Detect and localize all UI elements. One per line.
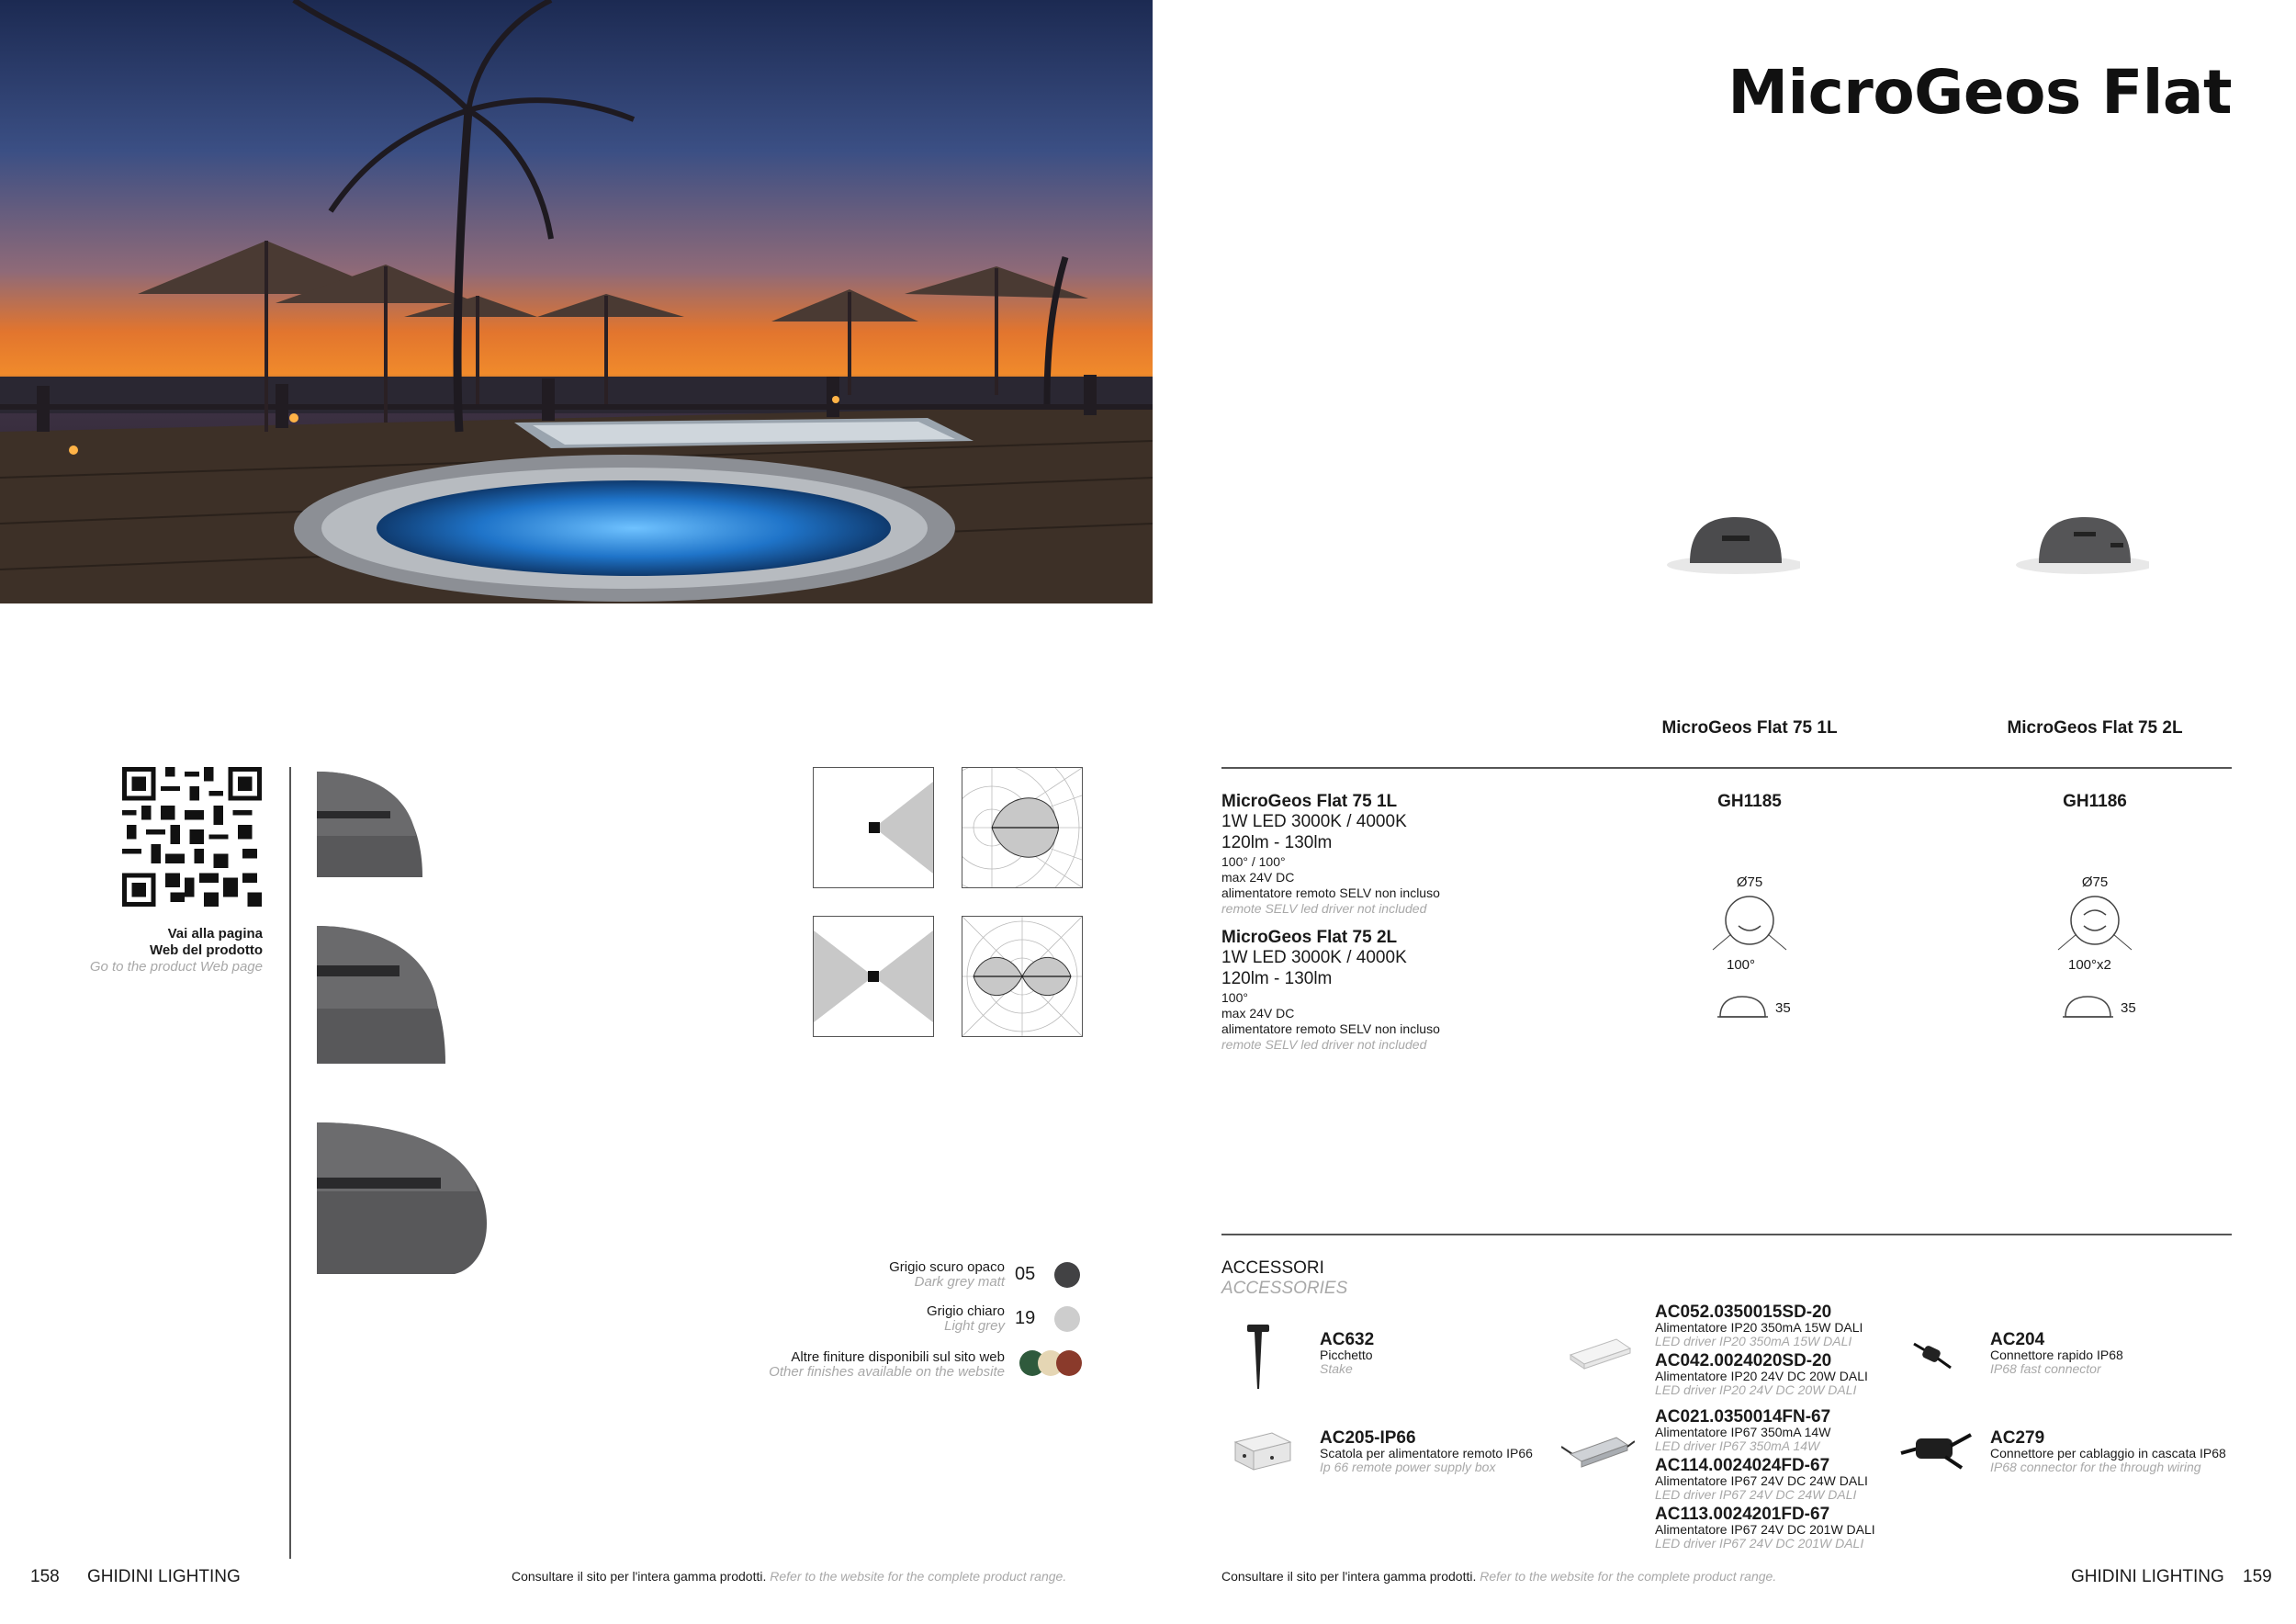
spec-led: 1W LED 3000K / 4000K — [1221, 812, 1407, 831]
spec-driver-en: remote SELV led driver not included — [1221, 1037, 1427, 1052]
accessory-desc-it: Alimentatore IP67 24V DC 201W DALI — [1655, 1522, 1875, 1537]
swatch-dark-grey — [1054, 1262, 1080, 1288]
accessory-image-box — [1231, 1428, 1295, 1479]
accessory-code: AC279 — [1990, 1428, 2045, 1448]
qr-code[interactable] — [122, 767, 262, 907]
accessory-code: AC632 — [1320, 1330, 1375, 1349]
footer-note-left — [512, 1569, 1066, 1584]
spec-voltage: max 24V DC — [1221, 1006, 1295, 1021]
accessory-code: AC204 — [1990, 1330, 2045, 1349]
spec-angle: 100° / 100° — [1221, 854, 1286, 869]
spec-led: 1W LED 3000K / 4000K — [1221, 948, 1407, 967]
spec-name: MicroGeos Flat 75 2L — [1221, 928, 1398, 947]
other-finishes-it: Altre finiture disponibili sul sito web — [791, 1349, 1005, 1365]
accessory-desc-en: Ip 66 remote power supply box — [1320, 1460, 1496, 1474]
footer-note-it: Consultare il sito per l'intera gamma prodotti. — [1221, 1569, 1477, 1584]
product-code-1l: GH1185 — [1717, 792, 1782, 811]
side-view-drawing-1l — [1717, 994, 1768, 1024]
accessory-desc-it: Alimentatore IP20 24V DC 20W DALI — [1655, 1369, 1868, 1383]
beam-angle-1l: 100° — [1727, 957, 1756, 973]
product-photo-2l — [2002, 501, 2149, 588]
spec-driver-it: alimentatore remoto SELV non incluso — [1221, 885, 1440, 900]
beam-diagram-1l — [813, 767, 934, 888]
accessories-title-en: ACCESSORIES — [1221, 1279, 1348, 1298]
page-number-left: 158 — [30, 1567, 60, 1586]
finish-en: Dark grey matt — [914, 1274, 1005, 1290]
accessory-image-fast-connector — [1912, 1336, 1953, 1378]
height-1l: 35 — [1775, 1000, 1791, 1016]
polar-diagram-1l — [962, 767, 1083, 888]
accessory-code: AC052.0350015SD-20 — [1655, 1303, 1832, 1322]
side-view-drawing-2l — [2063, 994, 2113, 1024]
accessory-desc-en: LED driver IP20 350mA 15W DALI — [1655, 1334, 1852, 1348]
accessory-desc-en: Stake — [1320, 1361, 1353, 1376]
finish-it: Grigio scuro opaco — [889, 1259, 1005, 1275]
accessory-image-stake — [1240, 1323, 1277, 1396]
accessory-desc-en: IP68 connector for the through wiring — [1990, 1460, 2201, 1474]
product-photo-1l — [1653, 501, 1800, 588]
polar-diagram-2l — [962, 916, 1083, 1037]
finish-it: Grigio chiaro — [926, 1303, 1005, 1319]
column-header-1l: MicroGeos Flat 75 1L — [1661, 718, 1838, 738]
spec-lumen: 120lm - 130lm — [1221, 833, 1333, 852]
footer-note-en: Refer to the website for the complete product range. — [770, 1569, 1067, 1584]
finish-light-grey-label — [927, 1304, 1005, 1334]
accessory-desc-it: Picchetto — [1320, 1348, 1373, 1362]
accessory-desc-it: Connettore per cablaggio in cascata IP68 — [1990, 1446, 2226, 1460]
accessory-desc-it: Scatola per alimentatore remoto IP66 — [1320, 1446, 1533, 1460]
finish-code: 05 — [1015, 1264, 1036, 1284]
divider-accessories — [1221, 1234, 2232, 1235]
swatch-light-grey — [1054, 1306, 1080, 1332]
accessory-code: AC205-IP66 — [1320, 1428, 1416, 1448]
finish-dark-grey-label — [889, 1260, 1005, 1290]
accessory-desc-en: LED driver IP67 24V DC 201W DALI — [1655, 1536, 1864, 1551]
finish-en: Light grey — [944, 1318, 1005, 1334]
column-header-2l: MicroGeos Flat 75 2L — [2007, 718, 2183, 738]
divider-vertical — [289, 767, 291, 1559]
spec-name: MicroGeos Flat 75 1L — [1221, 792, 1398, 811]
footer-note-en: Refer to the website for the complete product range. — [1480, 1569, 1777, 1584]
spec-lumen: 120lm - 130lm — [1221, 969, 1333, 988]
accessory-code: AC114.0024024FD-67 — [1655, 1456, 1830, 1475]
beam-angle-2l: 100°x2 — [2068, 957, 2111, 973]
accessory-code: AC113.0024201FD-67 — [1655, 1505, 1830, 1524]
swatch-red-brown — [1056, 1350, 1082, 1376]
beam-diagram-2l — [813, 916, 934, 1037]
accessory-image-driver-ip20 — [1566, 1332, 1635, 1378]
accessories-title: ACCESSORI — [1221, 1258, 1324, 1278]
finish-code: 19 — [1015, 1308, 1036, 1328]
spec-driver-it: alimentatore remoto SELV non incluso — [1221, 1021, 1440, 1036]
accessory-code: AC021.0350014FN-67 — [1655, 1407, 1831, 1427]
diameter-2l: Ø75 — [2081, 874, 2109, 890]
lamp-detail-2 — [317, 921, 455, 1073]
spec-driver-en: remote SELV led driver not included — [1221, 901, 1427, 916]
height-2l: 35 — [2121, 1000, 2136, 1016]
qr-caption-2: Web del prodotto — [149, 942, 263, 958]
brand-left: GHIDINI LIGHTING — [87, 1567, 241, 1586]
spec-angle: 100° — [1221, 990, 1248, 1005]
other-finishes-label — [769, 1350, 1005, 1380]
accessory-desc-it: Alimentatore IP20 350mA 15W DALI — [1655, 1320, 1863, 1335]
accessory-desc-en: IP68 fast connector — [1990, 1361, 2101, 1376]
diameter-1l: Ø75 — [1736, 874, 1763, 890]
accessory-image-cascade-connector — [1899, 1426, 1973, 1476]
accessory-code: AC042.0024020SD-20 — [1655, 1351, 1832, 1370]
accessory-image-driver-ip67 — [1561, 1428, 1635, 1479]
divider-top — [1221, 767, 2232, 769]
spec-voltage: max 24V DC — [1221, 870, 1295, 885]
accessory-desc-it: Alimentatore IP67 350mA 14W — [1655, 1425, 1831, 1439]
qr-caption-en: Go to the product Web page — [89, 959, 263, 975]
lamp-detail-1 — [317, 767, 436, 886]
footer-note-it: Consultare il sito per l'intera gamma prodotti. — [512, 1569, 767, 1584]
accessory-desc-it: Connettore rapido IP68 — [1990, 1348, 2123, 1362]
accessory-desc-en: LED driver IP20 24V DC 20W DALI — [1655, 1382, 1857, 1397]
brand-right: GHIDINI LIGHTING — [2071, 1567, 2224, 1586]
page-number-right: 159 — [2243, 1567, 2272, 1586]
accessory-desc-en: LED driver IP67 24V DC 24W DALI — [1655, 1487, 1857, 1502]
hero-photo — [0, 0, 1153, 603]
page-title: MicroGeos Flat — [1728, 57, 2232, 128]
qr-caption-1: Vai alla pagina — [167, 926, 263, 942]
footer-note-right — [1221, 1569, 1776, 1584]
accessory-desc-en: LED driver IP67 350mA 14W — [1655, 1438, 1820, 1453]
product-code-2l: GH1186 — [2063, 792, 2127, 811]
other-finishes-en: Other finishes available on the website — [769, 1364, 1005, 1380]
lamp-detail-3 — [317, 1122, 491, 1279]
accessory-desc-it: Alimentatore IP67 24V DC 24W DALI — [1655, 1473, 1868, 1488]
